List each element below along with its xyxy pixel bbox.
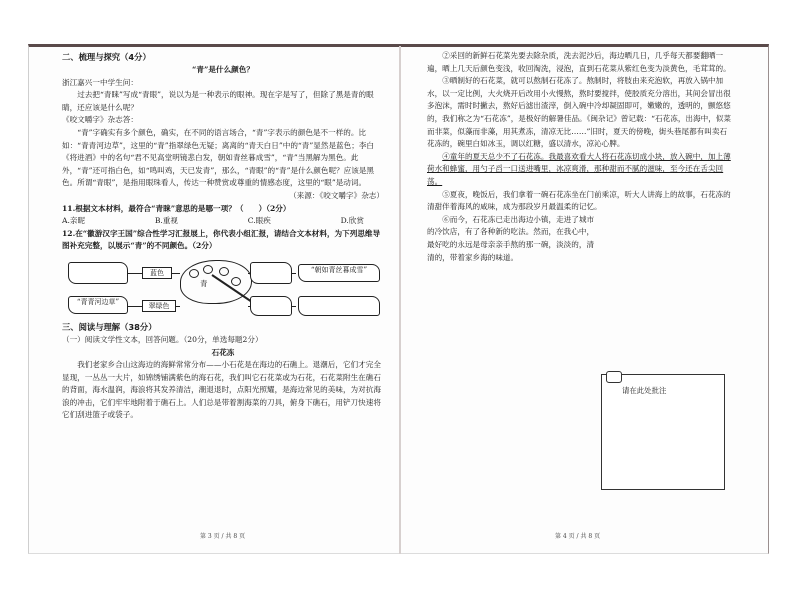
annotation-box[interactable] [601,374,725,490]
section3-heading: 三、阅读与理解（38分） [62,321,157,332]
sub-section-1: （一）阅读文学性文本，回答问题。（20分，单选每题2分） [62,334,263,344]
question-11: 11.根据文本材料，最符合“青睐”意思的是哪一项？（ ）（2分） [62,203,291,213]
left-page-number: 第 3 页 / 共 8 页 [200,533,246,540]
right-page-number: 第 4 页 / 共 8 页 [555,533,601,540]
section2-heading: 二、梳理与探究（4分） [62,52,151,62]
notebook-icon [606,371,622,383]
blank-box-top-right[interactable] [250,262,292,284]
quote-right: “朝如青丝暮成雪” [298,264,380,282]
article-answer: “青”字确实有多个颜色，确实，在不同的语言场合，“青”字表示的颜色是不一样的。比如：“青青河边草”，这里的“青”指翠绿色无疑；离离的“青天白日”中的“青”显然是蓝色；李白《将进酒》中的名句“君不见高堂明镜悲白发，朝如青丝暮成雪”，“青”当黑解为黑色。此外，“青”还可指白色，如“鸣叫鸡，天已发青”，那么，“青眼”的“青”是什么颜色呢？应该是黑色。所谓“青眼”，是指用眼珠看人，传达一种赞赏或尊重的情感态度，这里的“眼”是动词。 [62,127,375,188]
page-fold [399,46,401,554]
story-paragraph-3: ③晒制好的石花菜，就可以熬制石花冻了。熬制时，将肢由来充泡软，再放入锅中加水，以一定比例，大火烧开后改用小火慢熬，熬时要搅拌，使胶质充分溶出，其间会冒出很多泡沫，需时时撇去，熬好后滤出渣滓，倒入碗中冷却凝固即可，嫩嫩的，透明的，颤悠悠的，我们称之为“石花冻”，是极好的解暑佳品。《闽杂记》曾记载：“石花冻，出海中，似菜而非菜，似藻而非藻，用其煮冻，清凉无比……”旧时，夏天的傍晚，街头巷尾都有叫卖石花冻的，碗里白如冰玉，调以红糖，盛以清水，凉沁心脾。 [427,76,731,149]
story-paragraph-4: ④童年的夏天总少不了石花冻。我最喜欢看大人将石花冻切成小块，放入碗中，加上薄荷水和蜂蜜，用勺子舀一口送进嘴里，冰凉爽滑，那种甜而不腻的滋味，至今还在舌尖回荡。 [427,151,731,186]
story-title: 石花冻 [211,347,235,357]
question-11-options [62,215,384,228]
left-page [62,50,384,422]
blank-box-bottom-mid[interactable] [250,296,292,316]
article-title: “青”是什么颜色？ [192,65,254,74]
paint-dot-icon [219,267,229,276]
story-paragraph-2: ②采回的新鲜石花菜先要去除杂质，洗去泥沙后，海边晒几日，几乎每天都要翻晒一遍，晒上几天后颜色变浅，收回淘洗，浸泡，直到石花菜从紫红色变为淡黄色，毛茸茸的。 [427,51,731,73]
mind-map [62,256,384,318]
question-12: 12.在“徽游汉字王国”综合性学习汇报展上，你代表小组汇报，请结合文本材料，为下列思维导图补充完整，以展示“青”的不同颜色。（2分） [62,228,381,251]
quote-left: “青青河边草” [68,296,128,314]
annotation-label: 请在此处批注 [622,386,667,395]
story-paragraph-5: ⑤夏夜，晚饭后，我们拿着一碗石花冻坐在门前乘凉，听大人讲海上的故事，石花冻的清甜伴着海风的咸味，成为那段岁月最温柔的记忆。 [427,189,731,212]
article-source: （来源：《咬文嚼字》杂志） [289,190,384,200]
palette-icon [180,260,252,304]
right-page [427,50,731,264]
option-c[interactable]: C.眼疾 [247,216,271,226]
option-b[interactable]: B.重视 [154,216,178,226]
story-paragraph-6: ⑥而今，石花冻已走出海边小镇，走进了城市的冷饮店，有了各种新的吃法。然而，在我心中，最好吃的永远是母亲亲手熬的那一碗，淡淡的，清清的，带着家乡海的味道。 [427,214,595,262]
blank-box-bottom-right[interactable] [298,296,380,316]
article-question: 过去把“青睐”写成“青眼”，说以为是一种表示的眼神。现在字是写了，但除了黑是青的眼睛，还应该是什么呢？ [62,90,374,112]
story-paragraph-1: 我们老家乡合山这海边的海鲜常常分布——小石花是在海边的石礁上。退潮后，它们才完全显现，一丛丛一大片，如锦绣铺满紫色的海石花，我们叫它石花菜或为石花，石花菜附生在礁石的背面，海水温润，海浪将其发养清洁，潮退退时，点阳光照耀，是海边常见的美味，为对抗海浪的冲击，它们牢牢地附着于礁石上。人们总是带着割海菜的刀具，俯身下礁石，用铲刀快速将它们刮进篮子或袋子。 [62,360,381,420]
mind-map-center: 青 [200,278,208,288]
option-a[interactable]: A.亲昵 [62,216,86,226]
label-blue: 蓝色 [142,267,172,279]
paint-dot-icon [203,265,213,274]
paint-dot-icon [189,269,199,278]
magazine-intro: 《咬文嚼字》杂志答： [62,115,138,125]
option-d[interactable]: D.欣赏 [340,216,364,226]
label-turquoise: 翠绿色 [142,300,176,312]
paint-dot-icon [231,277,241,286]
article-author: 浙江嘉兴一中学生问： [62,77,138,87]
blank-box-top-left[interactable] [68,262,128,284]
